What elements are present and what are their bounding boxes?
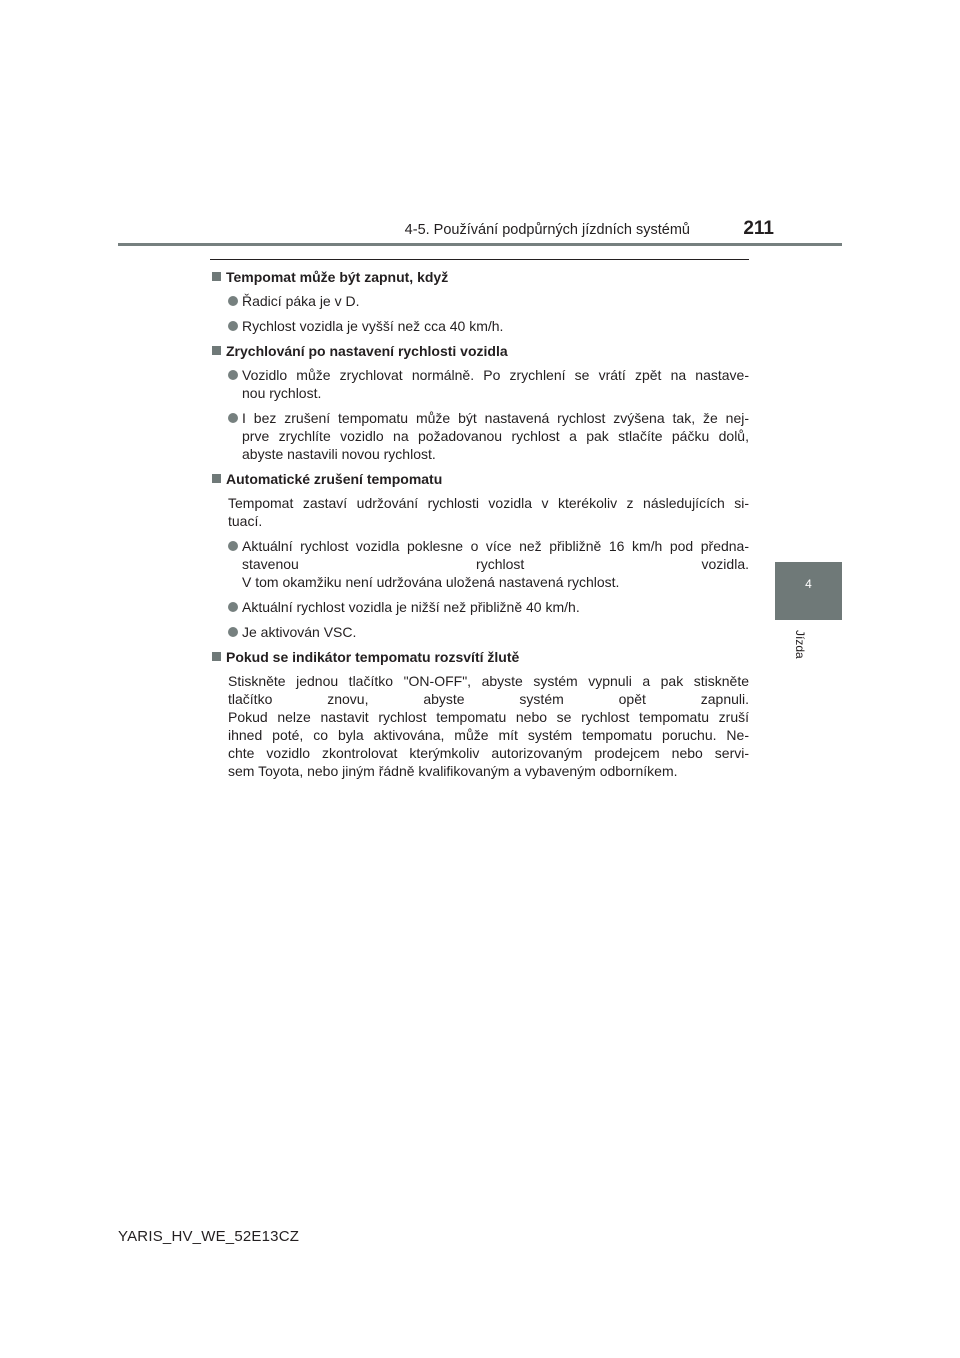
square-bullet-icon: [212, 272, 221, 281]
round-bullet-icon: [228, 370, 238, 380]
chapter-tab: [775, 562, 842, 620]
chapter-label: Jízda: [793, 630, 807, 659]
text-line: Aktuální rychlost vozidla je nižší než přibližně 40 km/h.: [242, 599, 580, 615]
text-line: Vozidlo může zrychlovat normálně. Po zrychlení se vrátí zpět na nastave-: [242, 367, 749, 383]
section-heading-text: Automatické zrušení tempomatu: [226, 471, 443, 487]
text-line: I bez zrušení tempomatu může být nastavená rychlost zvýšena tak, že nej-: [242, 410, 749, 426]
content-rule: [210, 259, 749, 260]
text-line: prve zrychlíte vozidlo na požadovanou rychlost a pak stlačíte páčku dolů,: [242, 428, 749, 444]
bullet-text: [242, 598, 749, 616]
bullet-text: [242, 292, 749, 310]
text-line: tlačítko znovu, abyste systém opět zapnuli.: [228, 691, 749, 707]
section-heading: [210, 648, 749, 666]
section-heading: [210, 268, 749, 286]
round-bullet-icon: [228, 296, 238, 306]
text-line: V tom okamžiku není udržována uložená nastavená rychlost.: [242, 574, 620, 590]
bullet-item: [228, 366, 749, 402]
bullet-item: [228, 409, 749, 463]
section-heading-text: Pokud se indikátor tempomatu rozsvítí žlutě: [226, 649, 520, 665]
text-line: Řadicí páka je v D.: [242, 293, 360, 309]
round-bullet-icon: [228, 413, 238, 423]
header-rule: [118, 243, 842, 246]
bullet-text: [242, 317, 749, 335]
section-heading: [210, 470, 749, 488]
text-line: Tempomat zastaví udržování rychlosti vozidla v kterékoliv z následujících si-: [228, 495, 749, 511]
section-heading-text: Zrychlování po nastavení rychlosti vozidla: [226, 343, 508, 359]
bullet-text: [242, 537, 749, 591]
bullet-item: [228, 292, 749, 310]
text-line: nou rychlost.: [242, 385, 322, 401]
bullet-text: [242, 623, 749, 641]
page-number: 211: [743, 218, 774, 239]
text-line: ihned poté, co byla aktivována, může mít systém tempomatu poruchu. Ne-: [228, 727, 749, 743]
document-code: YARIS_HV_WE_52E13CZ: [118, 1228, 300, 1245]
section-heading-text: Tempomat může být zapnut, když: [226, 269, 449, 285]
text-line: Je aktivován VSC.: [242, 624, 357, 640]
text-line: chte vozidlo zkontrolovat kterýmkoliv autorizovaným prodejcem nebo servi-: [228, 745, 749, 761]
square-bullet-icon: [212, 474, 221, 483]
round-bullet-icon: [228, 321, 238, 331]
round-bullet-icon: [228, 602, 238, 612]
bullet-item: [228, 317, 749, 335]
text-line: tuací.: [228, 513, 263, 529]
bullet-item: [228, 537, 749, 591]
round-bullet-icon: [228, 541, 238, 551]
square-bullet-icon: [212, 346, 221, 355]
text-line: Pokud nelze nastavit rychlost tempomatu nebo se rychlost tempomatu zruší: [228, 709, 749, 725]
square-bullet-icon: [212, 652, 221, 661]
text-line: stavenou rychlost vozidla.: [242, 556, 749, 572]
section-paragraph: [228, 494, 749, 530]
page-content: [210, 268, 749, 787]
bullet-item: [228, 623, 749, 641]
bullet-item: [228, 598, 749, 616]
bullet-text: [242, 409, 749, 463]
text-line: Rychlost vozidla je vyšší než cca 40 km/h.: [242, 318, 504, 334]
bullet-text: [242, 366, 749, 402]
text-line: abyste nastavili novou rychlost.: [242, 446, 436, 462]
section-heading: [210, 342, 749, 360]
chapter-number: 4: [805, 577, 812, 591]
section-paragraph: [228, 672, 749, 780]
text-line: sem Toyota, nebo jiným řádně kvalifikovaným a vybaveným odborníkem.: [228, 763, 678, 779]
round-bullet-icon: [228, 627, 238, 637]
section-title: 4-5. Používání podpůrných jízdních systémů: [404, 222, 690, 238]
text-line: Stiskněte jednou tlačítko "ON-OFF", abyste systém vypnuli a pak stiskněte: [228, 673, 749, 689]
text-line: Aktuální rychlost vozidla poklesne o více než přibližně 16 km/h pod předna-: [242, 538, 749, 554]
